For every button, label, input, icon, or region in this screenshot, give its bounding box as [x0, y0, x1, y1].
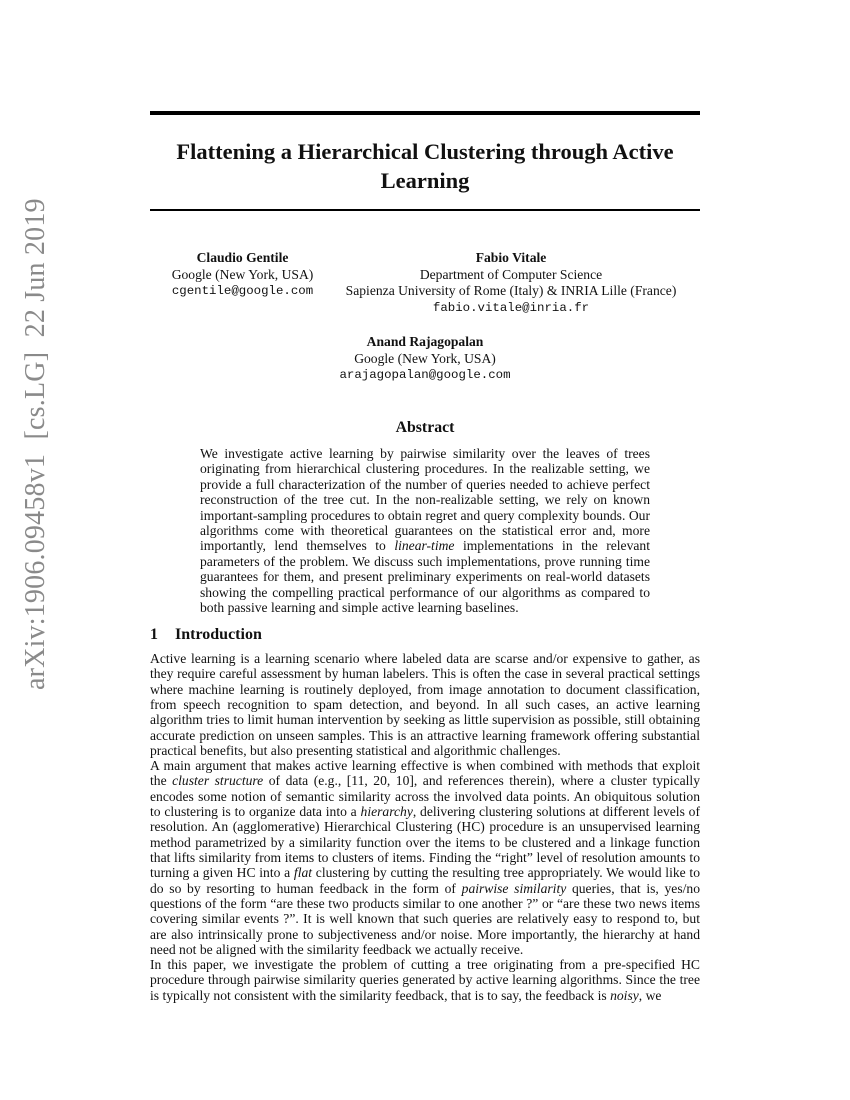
abstract-emphasis: linear-time [394, 538, 455, 554]
section-title: Introduction [175, 626, 262, 643]
abstract-text [200, 446, 650, 615]
author-affiliation: Sapienza University of Rome (Italy) & INRIA Lille (France) [345, 283, 677, 298]
abstract-heading: Abstract [395, 419, 455, 436]
paragraph-text-part: of data (e.g., [11, 20, 10], and references therein), where a cluster typically encodes some notion of semantic similarity across the involved data points. An obiquitous solution to clustering is to organize data into a [150, 773, 701, 820]
arxiv-identifier-stamp: arXiv:1906.09458v1 [cs.LG] 22 Jun 2019 [20, 198, 51, 690]
paragraph-text-part: clustering by cutting the resulting tree appropriately. We would like to do so by resorting to human feedback in the form of [150, 865, 700, 896]
section-heading-introduction [150, 626, 262, 644]
intro-paragraph-2 [150, 758, 700, 957]
author-name: Anand Rajagopalan [366, 334, 484, 349]
author-name: Fabio Vitale [475, 250, 547, 265]
author-affiliation: Department of Computer Science [419, 266, 603, 282]
author-email: arajagopalan@google.com [339, 368, 511, 382]
intro-paragraph-3 [150, 957, 700, 1003]
paragraph-emphasis: pairwise similarity [461, 880, 567, 896]
paragraph-emphasis: hierarchy [360, 804, 413, 820]
paper-title: Flattening a Hierarchical Clustering through Active Learning [176, 139, 674, 193]
title-bottom-rule [150, 209, 700, 211]
author-affiliation: Google (New York, USA) [171, 266, 314, 282]
paragraph-emphasis: cluster structure [172, 773, 264, 789]
intro-paragraph-1: Active learning is a learning scenario where labeled data are scarse and/or expensive to gather, as they require careful assessment by human labelers. This is often the case in several practical settings where machine learning is routinely deployed, from image annotation to document classification, from speech recognition to spam detection, and beyond. In all such cases, an active learning algorithm tries to limit human intervention by seeking as little supervision as possible, still obtaining accurate prediction on unseen samples. This is an attractive learning framework offering substantial practical benefits, but also presenting statistical and algorithmic challenges. [150, 651, 700, 759]
author-block-3 [300, 334, 550, 384]
paragraph-text-part: In this paper, we investigate the problem of cutting a tree originating from a pre-specified HC procedure through pairwise similarity queries generated by active learning algorithms. Since the tree is typically not consistent with the similarity feedback, that is to say, the feedback is [150, 957, 700, 1003]
paragraph-emphasis: flat [293, 865, 313, 881]
paragraph-text-part: , delivering clustering solutions at different levels of resolution. An (agglomerative) Hierarchical Clustering (HC) procedure is an unsupervised learning method parametrized by a similarity function over the items to be clustered and a linkage function that lifts similarity from items to clusters of items. Finding the “right” level of resolution amounts to turning a given HC into a [150, 804, 700, 881]
author-block-2 [330, 250, 692, 316]
abstract-text-part: implementations in the relevant parameters of the problem. We discuss such implementations, prove running time guarantees for them, and present preliminary experiments on real-world datasets showing the compelling practical performance of our algorithms as compared to both passive learning and simple active learning baselines. [200, 538, 650, 616]
abstract-text-part: We investigate active learning by pairwise similarity over the leaves of trees originating from hierarchical clustering procedures. In the realizable setting, we provide a full characterization of the number of queries needed to achieve perfect reconstruction of the tree cut. In the non-realizable setting, we rely on known important-sampling procedures to obtain regret and query complexity bounds. Our algorithms come with theoretical guarantees on the statistical error and, more importantly, lend themselves to [200, 446, 650, 554]
author-block-1 [155, 250, 330, 300]
author-email: cgentile@google.com [171, 284, 314, 298]
paragraph-emphasis: noisy [610, 987, 639, 1003]
author-name: Claudio Gentile [196, 250, 289, 265]
title-top-rule [150, 111, 700, 115]
author-email: fabio.vitale@inria.fr [432, 300, 590, 315]
author-affiliation: Google (New York, USA) [354, 350, 496, 366]
paragraph-text-part: queries, that is, yes/no questions of the form “are these two products similar to one another ?” or “are these two news items covering similar events ?”. It is well known that such queries are relatively easy to respond to, but are also intrinsically prone to subjectiveness and/or noise. More importantly, the hierarchy at hand need not be aligned with the similarity feedback we actually receive. [150, 880, 700, 958]
paragraph-text-part: A main argument that makes active learning effective is when combined with methods that exploit the [150, 758, 700, 789]
paragraph-text-part: , we [638, 987, 662, 1003]
section-number: 1 [150, 626, 158, 643]
